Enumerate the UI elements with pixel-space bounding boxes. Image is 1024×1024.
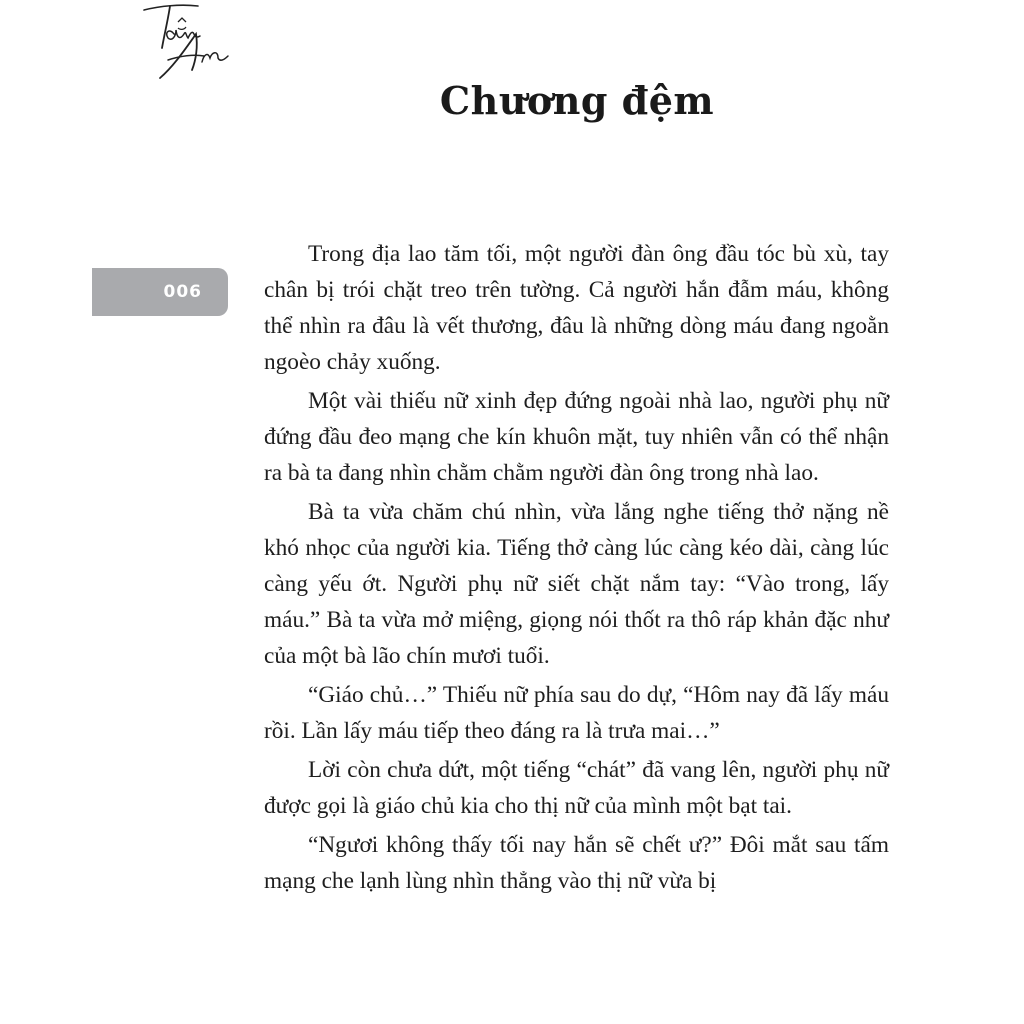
paragraph: “Giáo chủ…” Thiếu nữ phía sau do dự, “Hôm nay đã lấy máu rồi. Lần lấy máu tiếp theo đáng ra là trưa mai…” xyxy=(264,682,889,744)
chapter-title: Chương đệm xyxy=(439,78,715,123)
paragraph: Lời còn chưa dứt, một tiếng “chát” đã vang lên, người phụ nữ được gọi là giáo chủ kia cho thị nữ của mình một bạt tai. xyxy=(264,757,889,819)
page-number-tab xyxy=(92,268,228,316)
body-text xyxy=(264,236,889,902)
page-number: 006 xyxy=(163,282,202,302)
paragraph: Một vài thiếu nữ xinh đẹp đứng ngoài nhà lao, người phụ nữ đứng đầu đeo mạng che kín khuôn mặt, tuy nhiên vẫn có thể nhận ra bà ta đang nhìn chằm chằm người đàn ông trong nhà lao. xyxy=(264,388,889,486)
paragraph: Bà ta vừa chăm chú nhìn, vừa lắng nghe tiếng thở nặng nề khó nhọc của người kia. Tiếng thở càng lúc càng kéo dài, càng lúc càng yếu ớt. Người phụ nữ siết chặt nắm tay: “Vào trong, lấy máu.” Bà ta vừa mở miệng, giọng nói thốt ra thô ráp khản đặc như của một bà lão chín mươi tuổi. xyxy=(264,499,889,669)
paragraph: Trong địa lao tăm tối, một người đàn ông đầu tóc bù xù, tay chân bị trói chặt treo trên tường. Cả người hắn đẫm máu, không thể nhìn ra đâu là vết thương, đâu là những dòng máu đang ngoằn ngoèo chảy xuống. xyxy=(264,241,889,375)
paragraph: “Ngươi không thấy tối nay hắn sẽ chết ư?” Đôi mắt sau tấm mạng che lạnh lùng nhìn thẳng vào thị nữ vừa bị xyxy=(264,832,889,894)
signature-logo xyxy=(140,0,240,90)
